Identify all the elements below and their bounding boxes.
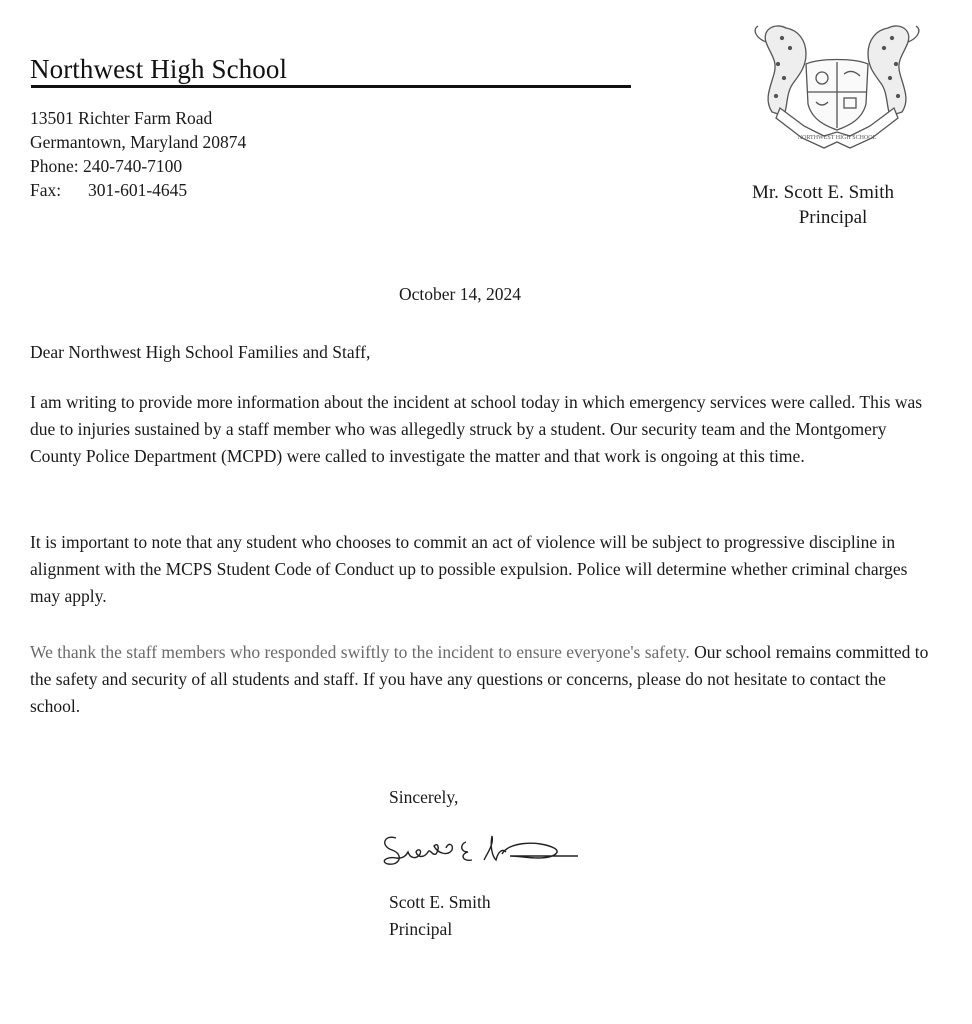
letter-paragraph-3 [30, 639, 940, 720]
letter-paragraph-2: It is important to note that any student who chooses to commit an act of violence will be subject to progressive discipline in alignment with the MCPS Student Code of Conduct up to possible expulsion. Police will determine whether criminal charges may apply. [30, 532, 908, 606]
svg-text:NORTHWEST HIGH SCHOOL: NORTHWEST HIGH SCHOOL [797, 135, 877, 141]
signer-block [389, 889, 491, 943]
letter-closing: Sincerely, [389, 787, 459, 807]
signer-name: Scott E. Smith [389, 892, 491, 912]
principal-title: Principal [798, 207, 868, 228]
fax-label: Fax: [30, 180, 62, 200]
school-name: Northwest High School [30, 54, 288, 84]
letter-date: October 14, 2024 [399, 284, 521, 304]
fax-line [30, 178, 246, 202]
address-line-2: Germantown, Maryland 20874 [30, 132, 247, 152]
thanks-sentence: We thank the staff members who responded swiftly to the incident to ensure everyone's safety. [30, 642, 690, 662]
commitment-sentences: Our school remains committed to the safety and security of all students and staff. If you have any questions or concerns, please do not hesitate to contact the school. [30, 642, 929, 716]
header-divider [31, 85, 631, 88]
phone-number: Phone: 240-740-7100 [30, 156, 183, 176]
letter-paragraph-1: I am writing to provide more information about the incident at school today in which emergency services were called. This was due to injuries sustained by a staff member who was allegedly struck by a student. Our security team and the Montgomery County Police Department (MCPD) were called to investigate the matter and that work is ongoing at this time. [30, 392, 923, 466]
principal-header [752, 180, 894, 230]
school-address-block [30, 106, 246, 202]
signer-title: Principal [389, 919, 453, 939]
school-crest-icon [744, 8, 930, 153]
principal-name: Mr. Scott E. Smith [752, 182, 894, 203]
letter-greeting: Dear Northwest High School Families and Staff, [30, 342, 371, 362]
fax-number: 301-601-4645 [88, 180, 188, 200]
address-line-1: 13501 Richter Farm Road [30, 108, 213, 128]
signature-icon [378, 826, 588, 876]
